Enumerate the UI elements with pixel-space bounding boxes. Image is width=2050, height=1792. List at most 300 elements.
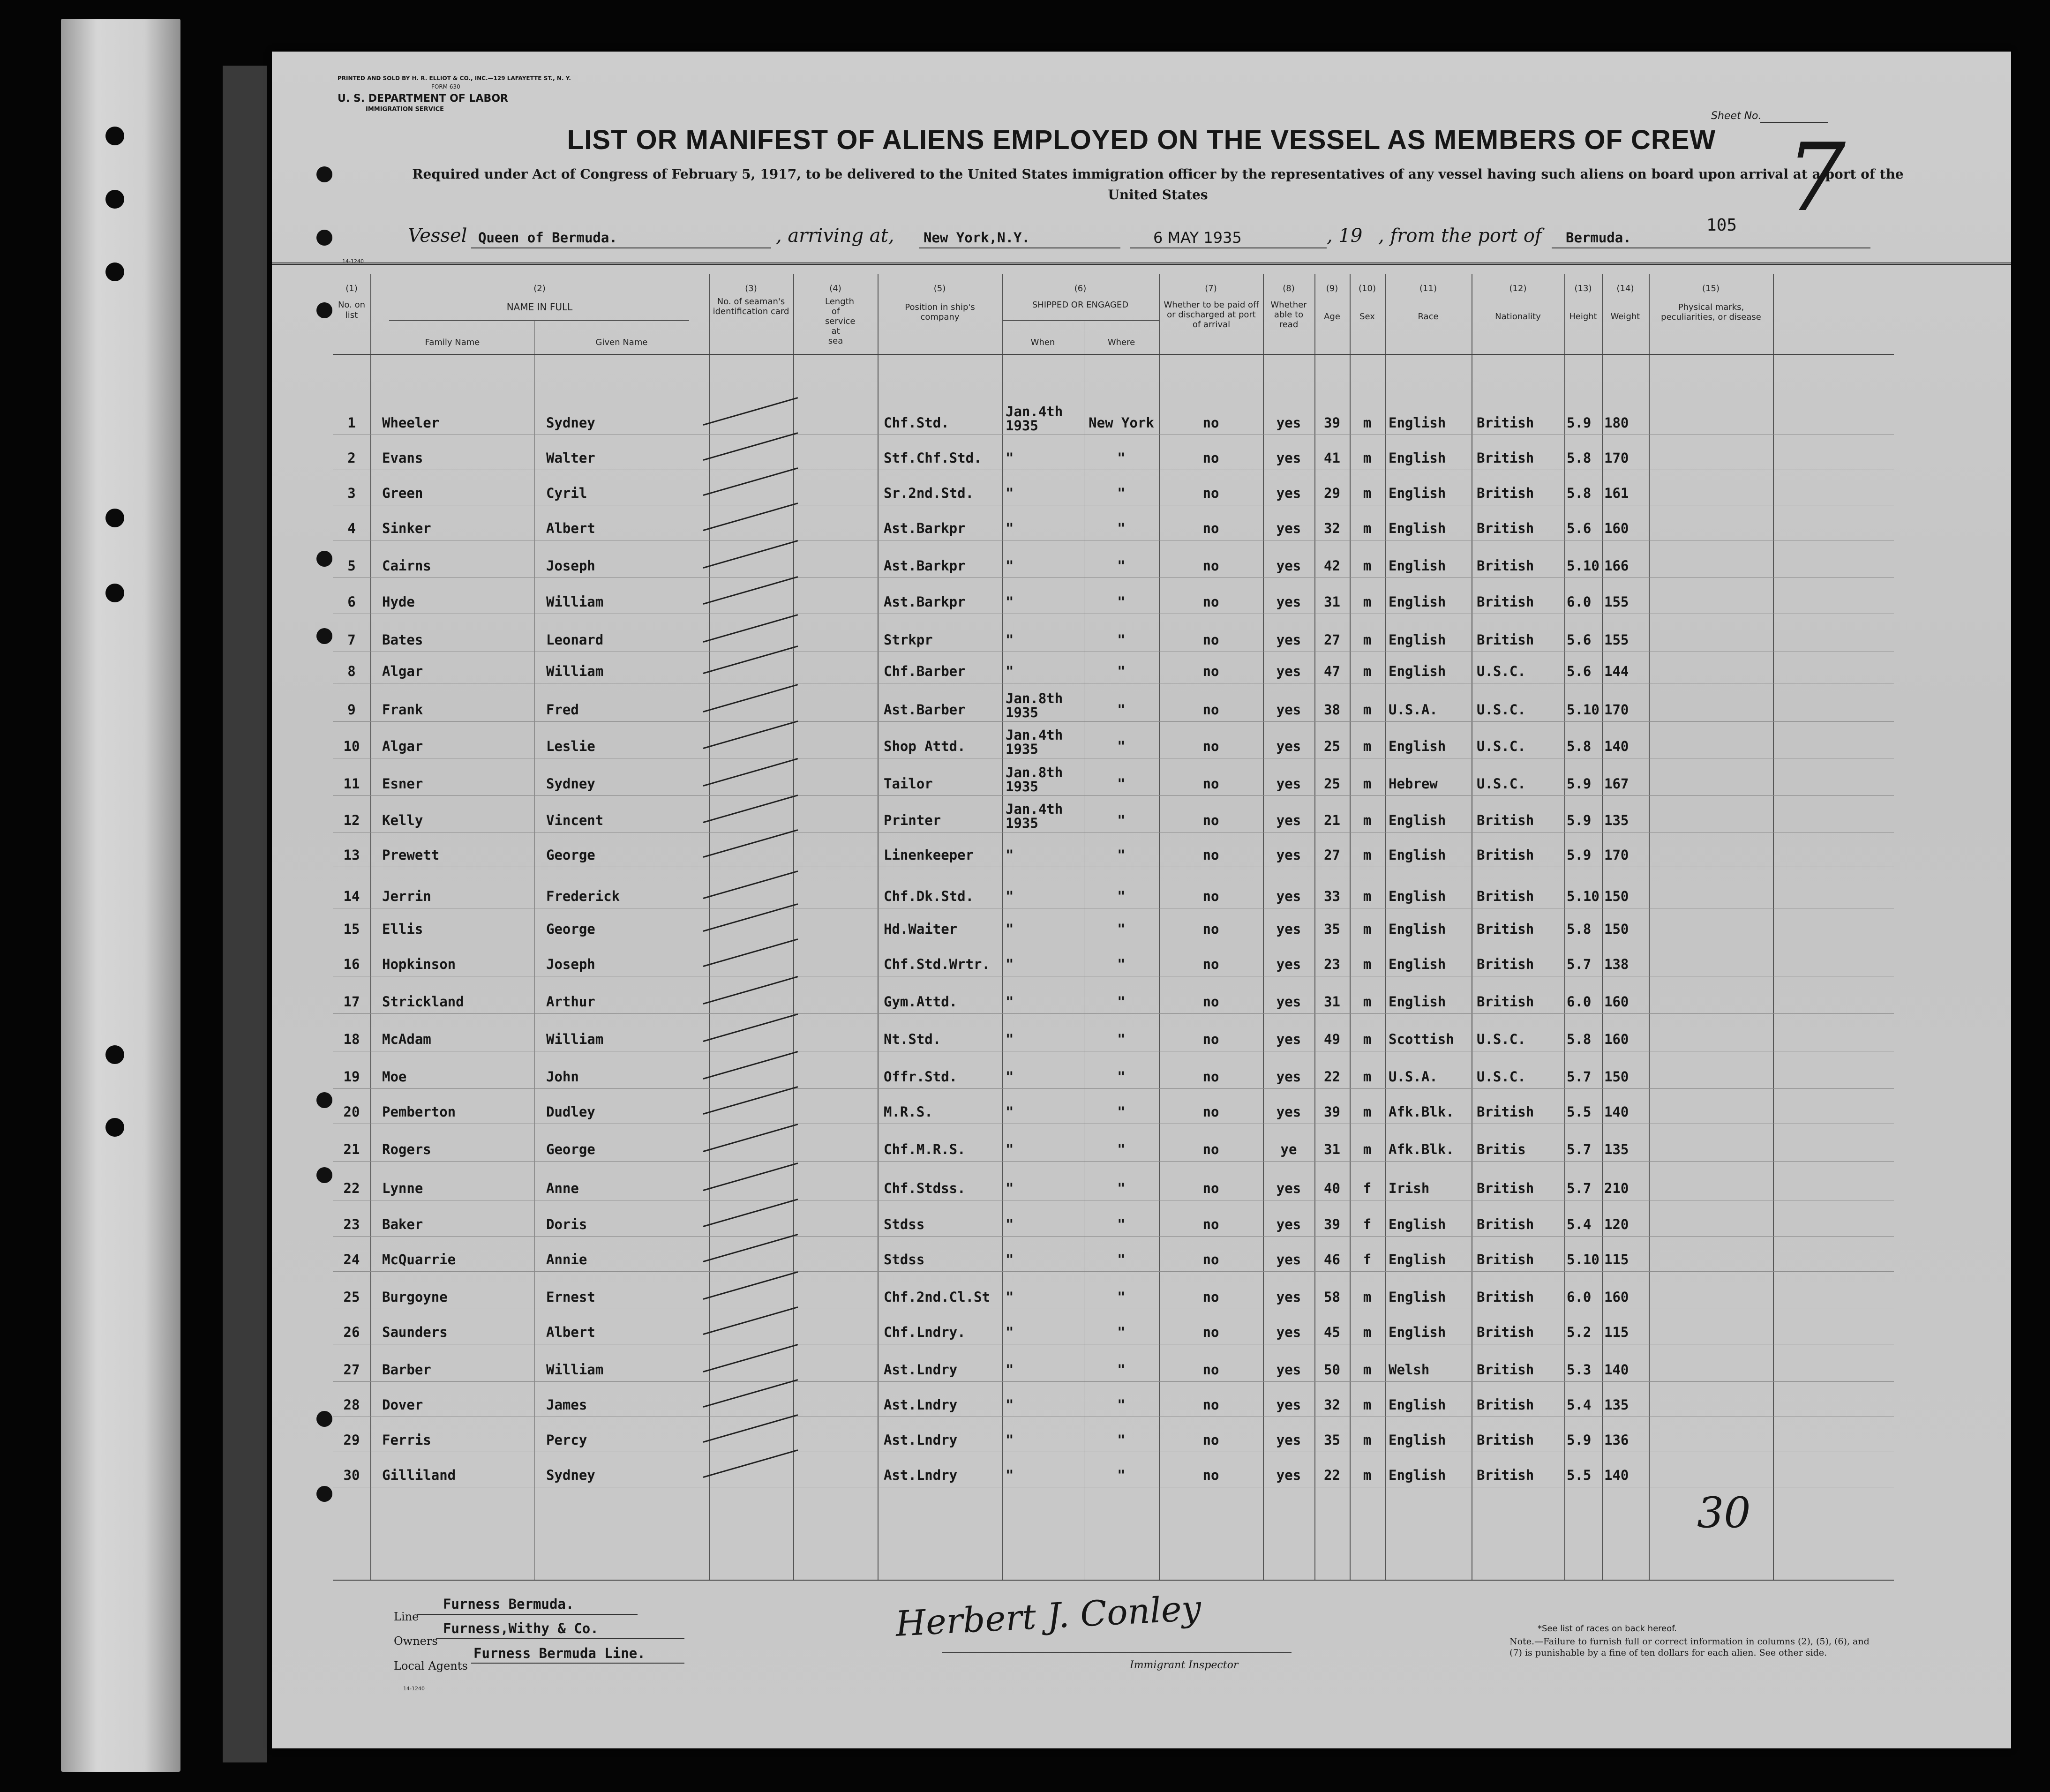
height: 5.5 (1567, 1467, 1592, 1483)
race: English (1389, 847, 1446, 863)
height: 5.7 (1567, 1141, 1592, 1157)
nationality: British (1477, 450, 1534, 466)
race: English (1389, 956, 1446, 972)
sex: m (1363, 450, 1372, 466)
row-number: 24 (343, 1252, 360, 1267)
family-name: Ferris (382, 1432, 431, 1448)
sex: m (1363, 594, 1372, 610)
race: English (1389, 921, 1446, 937)
row-number: 10 (343, 738, 360, 754)
able-to-read: yes (1276, 1324, 1301, 1340)
sex: m (1363, 956, 1372, 972)
shipped-when: Jan.8th 1935 (1006, 690, 1063, 720)
shipped-where: " (1117, 450, 1126, 466)
height: 5.9 (1567, 847, 1592, 863)
paid-off: no (1202, 594, 1219, 610)
nationality: British (1477, 485, 1534, 501)
nationality: U.S.C. (1477, 663, 1526, 679)
family-name: Saunders (382, 1324, 448, 1340)
race: U.S.A. (1389, 1069, 1438, 1085)
table-row (333, 1362, 1894, 1390)
position: Ast.Barber (884, 702, 966, 718)
row-number: 13 (343, 847, 360, 863)
family-name: Kelly (382, 812, 423, 828)
able-to-read: yes (1276, 1397, 1301, 1413)
table-row (333, 485, 1894, 513)
age: 32 (1324, 1397, 1340, 1413)
sex: m (1363, 847, 1372, 863)
age: 22 (1324, 1069, 1340, 1085)
agents-label: Local Agents (394, 1659, 468, 1672)
manifest-page (272, 52, 2011, 1748)
nationality: British (1477, 847, 1534, 863)
sex: m (1363, 776, 1372, 792)
paid-off: no (1202, 738, 1219, 754)
race: English (1389, 558, 1446, 574)
position: Gym.Attd. (884, 994, 958, 1010)
col-header-weight: Weight (1610, 312, 1640, 322)
height: 5.2 (1567, 1324, 1592, 1340)
given-name: Walter (546, 450, 595, 466)
punch-hole (105, 127, 124, 145)
weight: 155 (1604, 594, 1629, 610)
paid-off: no (1202, 1432, 1219, 1448)
race: English (1389, 594, 1446, 610)
col-11-number: (11) (1419, 284, 1437, 293)
table-row (333, 994, 1894, 1022)
nationality: U.S.C. (1477, 702, 1526, 718)
able-to-read: yes (1276, 738, 1301, 754)
family-name: Frank (382, 702, 423, 718)
table-row (333, 921, 1894, 949)
from-port-label: , from the port of (1378, 225, 1542, 247)
shipped-where: " (1117, 776, 1126, 792)
table-row (333, 1141, 1894, 1170)
able-to-read: yes (1276, 994, 1301, 1010)
page-title: LIST OR MANIFEST OF ALIENS EMPLOYED ON THE VESSEL AS MEMBERS OF CREW (567, 125, 1716, 155)
col-header-when: When (1030, 337, 1055, 347)
height: 5.8 (1567, 1031, 1592, 1047)
row-number: 8 (347, 663, 356, 679)
weight: 160 (1604, 1289, 1629, 1305)
row-number: 11 (343, 776, 360, 792)
nationality: British (1477, 812, 1534, 828)
height: 5.9 (1567, 415, 1592, 431)
able-to-read: yes (1276, 1069, 1301, 1085)
age: 41 (1324, 450, 1340, 466)
row-number: 23 (343, 1216, 360, 1232)
weight: 140 (1604, 1467, 1629, 1483)
service: IMMIGRATION SERVICE (366, 106, 444, 113)
paid-off: no (1202, 558, 1219, 574)
able-to-read: yes (1276, 847, 1301, 863)
col-8-number: (8) (1283, 284, 1295, 293)
agents-value: Furness Bermuda Line. (473, 1645, 646, 1661)
weight: 140 (1604, 738, 1629, 754)
nationality: British (1477, 1362, 1534, 1378)
weight: 180 (1604, 415, 1629, 431)
voyage-line (408, 225, 1908, 253)
punch-hole (316, 302, 332, 318)
position: Stdss (884, 1216, 925, 1232)
shipped-where: " (1117, 632, 1126, 648)
age: 39 (1324, 1216, 1340, 1232)
sex: m (1363, 738, 1372, 754)
able-to-read: yes (1276, 888, 1301, 904)
table-row (333, 1216, 1894, 1245)
position: Linenkeeper (884, 847, 974, 863)
race: Scottish (1389, 1031, 1454, 1047)
form-code-bottom: 14-1240 (403, 1686, 425, 1692)
weight: 155 (1604, 632, 1629, 648)
owners-value: Furness,Withy & Co. (443, 1620, 599, 1636)
nationality: British (1477, 415, 1534, 431)
owners-label: Owners (394, 1635, 438, 1648)
given-name: William (546, 1031, 604, 1047)
punch-hole (316, 230, 332, 246)
given-name: Doris (546, 1216, 587, 1232)
sex: m (1363, 888, 1372, 904)
able-to-read: yes (1276, 485, 1301, 501)
shipped-when: " (1006, 1069, 1014, 1085)
row-number: 14 (343, 888, 360, 904)
table-row (333, 1069, 1894, 1097)
height: 5.10 (1567, 702, 1599, 718)
able-to-read: yes (1276, 1432, 1301, 1448)
row-number: 6 (347, 594, 356, 610)
given-name: Anne (546, 1180, 579, 1196)
family-name: Hopkinson (382, 956, 456, 972)
race: English (1389, 485, 1446, 501)
nationality: British (1477, 632, 1534, 648)
binder-spine (223, 66, 267, 1762)
race: English (1389, 663, 1446, 679)
sex: m (1363, 663, 1372, 679)
shipped-when: " (1006, 1397, 1014, 1413)
position: Ast.Barkpr (884, 594, 966, 610)
position: Hd.Waiter (884, 921, 958, 937)
col-header-height: Height (1569, 312, 1597, 322)
col-5-number: (5) (933, 284, 946, 293)
given-name: Vincent (546, 812, 604, 828)
paid-off: no (1202, 847, 1219, 863)
age: 23 (1324, 956, 1340, 972)
position: Stf.Chf.Std. (884, 450, 982, 466)
printer-line: PRINTED AND SOLD BY H. R. ELLIOT & CO., INC.—129 LAFAYETTE ST., N. Y. (338, 75, 571, 82)
weight: 170 (1604, 450, 1629, 466)
age: 22 (1324, 1467, 1340, 1483)
paid-off: no (1202, 1104, 1219, 1120)
table-row (333, 558, 1894, 586)
nationality: British (1477, 994, 1534, 1010)
shipped-where: " (1117, 1141, 1126, 1157)
position: Chf.Barber (884, 663, 966, 679)
weight: 166 (1604, 558, 1629, 574)
position: Ast.Lndry (884, 1397, 958, 1413)
vessel-label: Vessel (408, 225, 467, 247)
age: 31 (1324, 594, 1340, 610)
punch-hole (105, 1045, 124, 1064)
weight: 144 (1604, 663, 1629, 679)
paid-off: no (1202, 1289, 1219, 1305)
able-to-read: yes (1276, 1180, 1301, 1196)
sex: m (1363, 921, 1372, 937)
shipped-where: " (1117, 1031, 1126, 1047)
nationality: British (1477, 1252, 1534, 1267)
age: 58 (1324, 1289, 1340, 1305)
position: Chf.Lndry. (884, 1324, 966, 1340)
family-name: Gilliland (382, 1467, 456, 1483)
table-row (333, 663, 1894, 691)
race: English (1389, 994, 1446, 1010)
family-name: Cairns (382, 558, 431, 574)
position: Chf.Stdss. (884, 1180, 966, 1196)
col-header-family-name: Family Name (425, 337, 480, 347)
age: 35 (1324, 1432, 1340, 1448)
able-to-read: yes (1276, 663, 1301, 679)
race: English (1389, 1324, 1446, 1340)
position: Offr.Std. (884, 1069, 958, 1085)
paid-off: no (1202, 776, 1219, 792)
able-to-read: yes (1276, 415, 1301, 431)
position: Chf.Std.Wrtr. (884, 956, 990, 972)
family-name: Bates (382, 632, 423, 648)
nationality: British (1477, 956, 1534, 972)
row-number: 2 (347, 450, 356, 466)
position: Tailor (884, 776, 933, 792)
height: 5.10 (1567, 1252, 1599, 1267)
shipped-when: Jan.4th 1935 (1006, 404, 1063, 434)
col-4-number: (4) (829, 284, 841, 293)
age: 38 (1324, 702, 1340, 718)
vessel-name: Queen of Bermuda. (478, 230, 617, 246)
row-number: 27 (343, 1362, 360, 1378)
weight: 135 (1604, 812, 1629, 828)
shipped-where: " (1117, 702, 1126, 718)
position: Shop Attd. (884, 738, 966, 754)
table-row (333, 1397, 1894, 1425)
inspector-label: Immigrant Inspector (1130, 1659, 1239, 1671)
race: Irish (1389, 1180, 1430, 1196)
sex: f (1363, 1216, 1372, 1232)
punch-hole (316, 166, 332, 182)
position: Ast.Lndry (884, 1362, 958, 1378)
shipped-when: Jan.8th 1935 (1006, 765, 1063, 795)
shipped-when: " (1006, 663, 1014, 679)
height: 5.8 (1567, 738, 1592, 754)
nationality: British (1477, 1467, 1534, 1483)
paid-off: no (1202, 520, 1219, 536)
paid-off: no (1202, 415, 1219, 431)
row-number: 19 (343, 1069, 360, 1085)
col-7-number: (7) (1205, 284, 1217, 293)
row-number: 9 (347, 702, 356, 718)
given-name: Arthur (546, 994, 595, 1010)
col-9-number: (9) (1326, 284, 1338, 293)
shipped-when: " (1006, 1180, 1014, 1196)
shipped-when: " (1006, 1432, 1014, 1448)
weight: 140 (1604, 1104, 1629, 1120)
able-to-read: yes (1276, 812, 1301, 828)
able-to-read: yes (1276, 1362, 1301, 1378)
nationality: British (1477, 921, 1534, 937)
row-number: 17 (343, 994, 360, 1010)
age: 21 (1324, 812, 1340, 828)
nationality: British (1477, 558, 1534, 574)
shipped-where: " (1117, 485, 1126, 501)
race: Hebrew (1389, 776, 1438, 792)
height: 5.10 (1567, 558, 1599, 574)
shipped-where: " (1117, 738, 1126, 754)
family-name: Prewett (382, 847, 440, 863)
shipped-when: " (1006, 994, 1014, 1010)
col-header-race: Race (1418, 312, 1439, 322)
row-number: 7 (347, 632, 356, 648)
table-row (333, 1252, 1894, 1280)
col-13-number: (13) (1574, 284, 1592, 293)
sheet-number-handwritten: 7 (1786, 123, 1846, 232)
shipped-when: " (1006, 1141, 1014, 1157)
shipped-when: " (1006, 632, 1014, 648)
table-row (333, 1289, 1894, 1317)
age: 35 (1324, 921, 1340, 937)
nationality: British (1477, 1289, 1534, 1305)
table-row (333, 801, 1894, 840)
weight: 150 (1604, 1069, 1629, 1085)
given-name: Percy (546, 1432, 587, 1448)
height: 5.8 (1567, 450, 1592, 466)
able-to-read: yes (1276, 776, 1301, 792)
col-header-nationality: Nationality (1495, 312, 1541, 322)
given-name: Sydney (546, 776, 595, 792)
family-name: Barber (382, 1362, 431, 1378)
able-to-read: yes (1276, 632, 1301, 648)
punch-hole (316, 1167, 332, 1183)
year-label: , 19 (1327, 225, 1363, 247)
position: Ast.Lndry (884, 1432, 958, 1448)
height: 5.9 (1567, 776, 1592, 792)
paid-off: no (1202, 812, 1219, 828)
family-name: Dover (382, 1397, 423, 1413)
sex: m (1363, 632, 1372, 648)
paid-off: no (1202, 1031, 1219, 1047)
col-6-number: (6) (1074, 284, 1087, 293)
table-row (333, 888, 1894, 916)
shipped-when: " (1006, 956, 1014, 972)
height: 5.3 (1567, 1362, 1592, 1378)
shipped-where: " (1117, 1104, 1126, 1120)
weight: 120 (1604, 1216, 1629, 1232)
given-name: Ernest (546, 1289, 595, 1305)
table-row (333, 847, 1894, 875)
weight: 115 (1604, 1252, 1629, 1267)
given-name: Leonard (546, 632, 604, 648)
given-name: William (546, 1362, 604, 1378)
height: 5.6 (1567, 632, 1592, 648)
race: U.S.A. (1389, 702, 1438, 718)
col-14-number: (14) (1616, 284, 1634, 293)
paid-off: no (1202, 1141, 1219, 1157)
col-10-number: (10) (1359, 284, 1376, 293)
given-name: Albert (546, 1324, 595, 1340)
family-name: Wheeler (382, 415, 440, 431)
position: Stdss (884, 1252, 925, 1267)
sex: m (1363, 1432, 1372, 1448)
paid-off: no (1202, 1362, 1219, 1378)
given-name: Joseph (546, 956, 595, 972)
form-number: FORM 630 (431, 83, 460, 90)
arrival-date: 6 MAY 1935 (1153, 229, 1242, 247)
family-name: Sinker (382, 520, 431, 536)
row-number: 15 (343, 921, 360, 937)
position: Nt.Std. (884, 1031, 941, 1047)
table-row (333, 1180, 1894, 1208)
height: 5.5 (1567, 1104, 1592, 1120)
punch-hole (316, 1092, 332, 1108)
nationality: U.S.C. (1477, 1069, 1526, 1085)
age: 27 (1324, 847, 1340, 863)
table-row (333, 450, 1894, 478)
given-name: William (546, 594, 604, 610)
able-to-read: yes (1276, 1104, 1301, 1120)
given-name: Leslie (546, 738, 595, 754)
weight: 160 (1604, 520, 1629, 536)
punch-hole (316, 1486, 332, 1502)
age: 31 (1324, 1141, 1340, 1157)
id-card-mark (703, 397, 798, 426)
able-to-read: yes (1276, 956, 1301, 972)
penalty-note: Note.—Failure to furnish full or correct information in columns (2), (5), (6), and (7) is punishable by a fine of ten dollars for each alien. See other side. (1509, 1636, 1870, 1658)
arriving-label: , arriving at, (776, 225, 894, 247)
row-number: 30 (343, 1467, 360, 1483)
paid-off: no (1202, 663, 1219, 679)
given-name: Annie (546, 1252, 587, 1267)
age: 47 (1324, 663, 1340, 679)
row-number: 1 (347, 415, 356, 431)
shipped-when: " (1006, 1216, 1014, 1232)
row-number: 5 (347, 558, 356, 574)
shipped-where: " (1117, 663, 1126, 679)
given-name: Sydney (546, 415, 595, 431)
race: English (1389, 1397, 1446, 1413)
height: 5.8 (1567, 485, 1592, 501)
family-name: McQuarrie (382, 1252, 456, 1267)
arrival-port: New York,N.Y. (924, 230, 1030, 246)
col-header-paid-off: Whether to be paid off or discharged at port of arrival (1164, 300, 1259, 330)
sex: m (1363, 415, 1372, 431)
sex: m (1363, 1141, 1372, 1157)
family-name: Evans (382, 450, 423, 466)
weight: 135 (1604, 1141, 1629, 1157)
table-row (333, 1324, 1894, 1352)
table-row (333, 404, 1894, 443)
position: Strkpr (884, 632, 933, 648)
family-name: Algar (382, 663, 423, 679)
nationality: U.S.C. (1477, 776, 1526, 792)
sex: m (1363, 994, 1372, 1010)
shipped-where: " (1117, 1432, 1126, 1448)
punch-hole (105, 509, 124, 527)
sex: m (1363, 1104, 1372, 1120)
paid-off: no (1202, 1397, 1219, 1413)
age: 45 (1324, 1324, 1340, 1340)
paid-off: no (1202, 632, 1219, 648)
able-to-read: yes (1276, 1031, 1301, 1047)
height: 5.4 (1567, 1397, 1592, 1413)
nationality: British (1477, 1324, 1534, 1340)
nationality: British (1477, 594, 1534, 610)
age: 32 (1324, 520, 1340, 536)
